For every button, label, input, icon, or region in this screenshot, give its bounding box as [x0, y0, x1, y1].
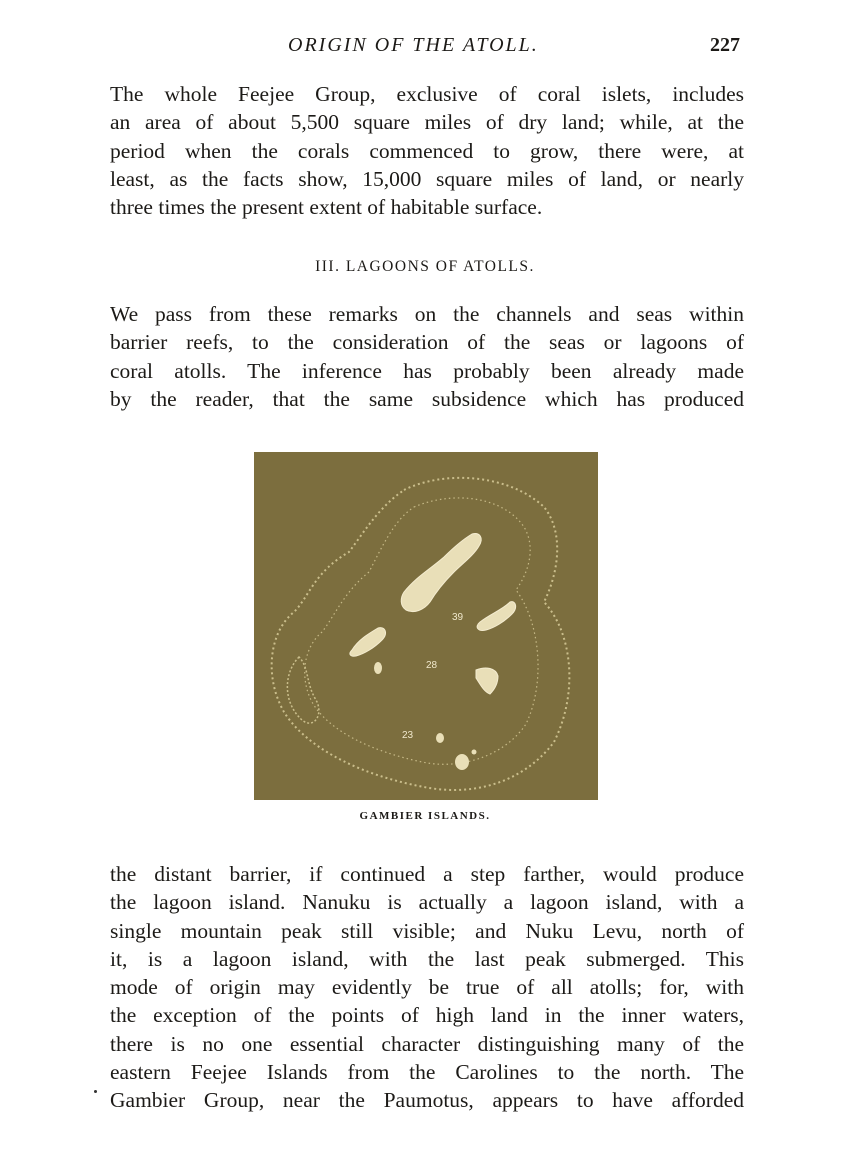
text-line: We pass from these remarks on the channels and seas within [110, 302, 744, 326]
western-island [350, 628, 386, 657]
page-header [108, 34, 748, 64]
text-line: Gambier Group, near the Paumotus, appears to have afforded [110, 1088, 744, 1113]
text-line: the distant barrier, if continued a step farther, would produce [110, 862, 744, 886]
southern-island [476, 668, 498, 694]
text-line: by the reader, that the same subsidence which has produced [110, 386, 744, 411]
western-reef [287, 657, 319, 723]
page-number: 227 [710, 34, 740, 56]
islet [374, 662, 382, 674]
paragraph-2 [110, 300, 744, 413]
depth-label: 23 [402, 730, 414, 741]
text-line: barrier reefs, to the consideration of the seas or lagoons of [110, 330, 744, 355]
map-illustration [254, 452, 598, 800]
text-line: The whole Feejee Group, exclusive of coral islets, includes [110, 82, 744, 106]
text-line: eastern Feejee Islands from the Carolines to the north. The [110, 1060, 744, 1085]
text-line: the lagoon island. Nanuku is actually a lagoon island, with a [110, 890, 744, 915]
text-line: coral atolls. The inference has probably been already made [110, 358, 744, 383]
text-line: the exception of the points of high land in the inner waters, [110, 1003, 744, 1028]
main-island [401, 534, 481, 612]
outer-reef [272, 478, 570, 790]
text-line: least, as the facts show, 15,000 square miles of land, or nearly [110, 166, 744, 191]
paragraph-3 [110, 860, 744, 1115]
depth-label: 28 [426, 660, 438, 671]
margin-mark [94, 1090, 97, 1093]
text-line: there is no one essential character distinguishing many of the [110, 1031, 744, 1056]
text-line: it, is a lagoon island, with the last peak submerged. This [110, 946, 744, 971]
inner-reef [305, 498, 538, 764]
figure-caption: GAMBIER ISLANDS. [359, 810, 491, 822]
running-head: ORIGIN OF THE ATOLL. [288, 34, 539, 56]
text-line: period when the corals commenced to grow, there were, at [110, 138, 744, 163]
paragraph-1 [110, 80, 744, 221]
islet [455, 754, 469, 770]
islet [472, 750, 477, 755]
text-line: mode of origin may evidently be true of all atolls; for, with [110, 975, 744, 1000]
islet [436, 733, 444, 743]
text-line: single mountain peak still visible; and Nuku Levu, north of [110, 918, 744, 943]
text-line: an area of about 5,500 square miles of dry land; while, at the [110, 110, 744, 135]
section-heading: III. LAGOONS OF ATOLLS. [315, 258, 535, 275]
depth-label: 39 [452, 612, 464, 623]
eastern-island [477, 602, 516, 631]
text-line: three times the present extent of habitable surface. [110, 195, 543, 220]
gambier-islands-map [254, 452, 598, 800]
